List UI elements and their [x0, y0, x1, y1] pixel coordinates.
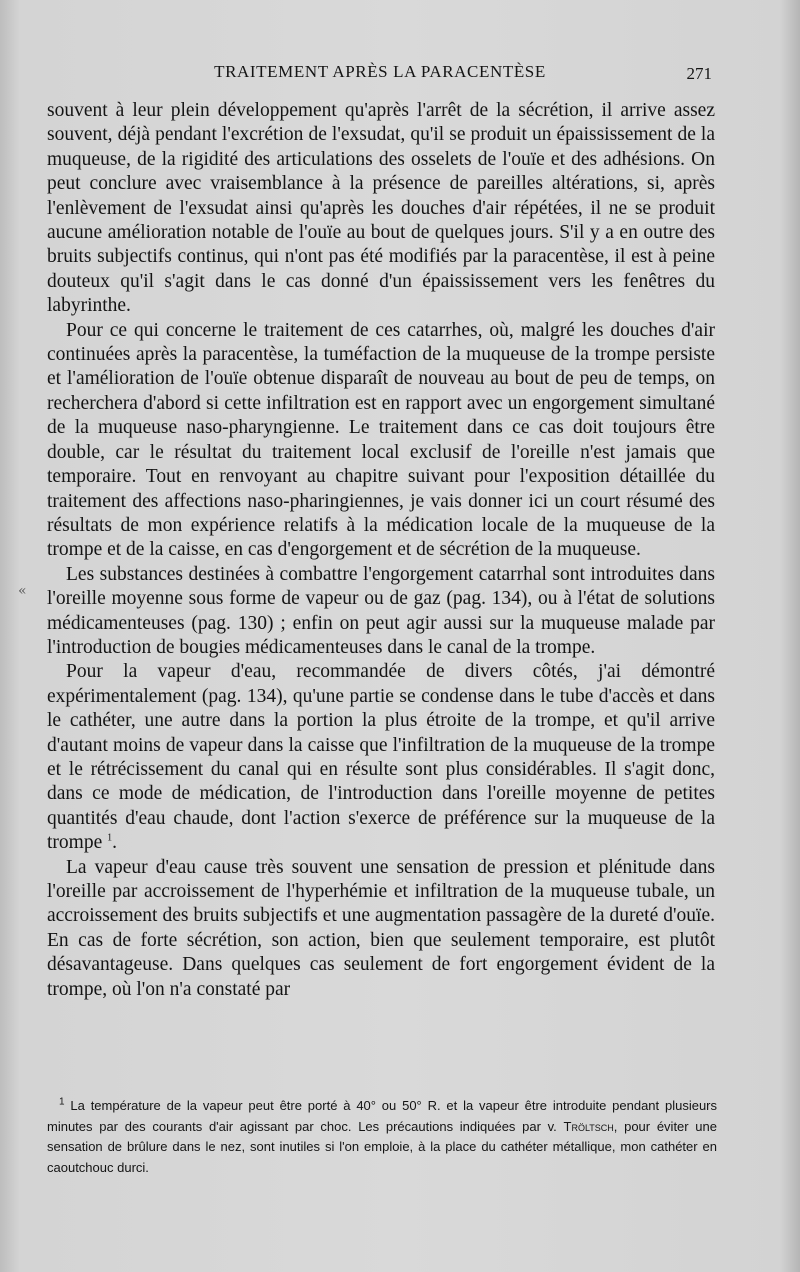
footnote-reference-suffix: . [112, 832, 117, 854]
paragraph-5: La vapeur d'eau cause très souvent une sensation de pression et plénitude dans l'oreille par accroissement de l'hyperhémie et infiltration de la muqueuse tubale, un accroissement des bruits subjectifs et une augmentation passagère de la dureté d'ouïe. En cas de forte sécrétion, son action, bien que seulement temporaire, est plutôt désavantageuse. Dans quelques cas seulement de fort engorgement évident de la trompe, où l'on n'a constaté par [47, 856, 715, 1000]
paragraph-4-text: Pour la vapeur d'eau, recommandée de divers côtés, j'ai démontré expérimentalement (pag. 134), qu'une partie se condense dans le tube d'accès et dans le cathéter, une autre dans la portion la plus étroite de la trompe, et qu'il arrive d'autant moins de vapeur dans la caisse que l'infiltration de la muqueuse de la trompe et le rétrécissement du canal qui en résulte sont plus considérables. Il s'agit donc, dans ce mode de médication, de l'introduction dans l'oreille moyenne de petites quantités d'eau chaude, dont l'action s'exerce de préférence sur la muqueuse de la trompe [47, 661, 715, 854]
footnote-reference: 1 [107, 832, 113, 844]
footnote-author: Tröltsch [563, 1118, 614, 1134]
paragraph-4 [47, 660, 715, 855]
paragraph-3: Les substances destinées à combattre l'engorgement catarrhal sont introduites dans l'oreille moyenne sous forme de vapeur ou de gaz (pag. 134), ou à l'état de solutions médicamenteuses (pag. 130) ; enfin on peut agir aussi sur la muqueuse malade par l'introduction de bougies médicamenteuses dans le canal de la trompe. [47, 563, 715, 658]
running-title: TRAITEMENT APRÈS LA PARACENTÈSE [214, 62, 546, 81]
footnote-mark: 1 [59, 1096, 65, 1108]
footnote-text-before: La température de la vapeur peut être porté à 40° ou 50° R. et la vapeur être introduite pendant plusieurs minutes par des courants d'air agissant par choc. Les précautions indiquées par v. [47, 1098, 717, 1134]
page-header [0, 62, 800, 88]
footnote-text-after: , pour éviter une sensation de brûlure dans le nez, sont inutiles si l'on emploie, à la place du cathéter métallique, mon cathéter en caoutchouc durci. [47, 1118, 718, 1175]
footnotes [47, 1096, 717, 1178]
paragraph-1: souvent à leur plein développement qu'après l'arrêt de la sécrétion, il arrive assez souvent, déjà pendant l'excrétion de l'exsudat, qu'il se produit un épaississement de la muqueuse, de la rigidité des articulations des osselets de l'ouïe et des adhésions. On peut conclure avec vraisemblance à la présence de pareilles altérations, si, après l'enlèvement de l'exsudat ainsi qu'après les douches d'air répétées, il ne se produit aucune amélioration notable de l'ouïe au bout de quelques jours. S'il y a en outre des bruits subjectifs continus, qui n'ont pas été modifiés par la paracentèse, il est à peine douteux qu'il s'agit dans le cas donné d'un épaississement vers les fenêtres du labyrinthe. [47, 100, 715, 317]
footnote-1 [47, 1096, 717, 1178]
page-number: 271 [686, 64, 712, 83]
paragraph-2: Pour ce qui concerne le traitement de ces catarrhes, où, malgré les douches d'air continuées après la paracentèse, la tuméfaction de la muqueuse de la trompe persiste et l'amélioration de l'ouïe obtenue disparaît de nouveau au bout de peu de temps, on recherchera d'abord si cette infiltration est en rapport avec un engorgement simultané de la muqueuse naso-pharyngienne. Le traitement dans ce cas doit toujours être double, car le résultat du traitement local exclusif de l'oreille n'est jamais que temporaire. Tout en renvoyant au chapitre suivant pour l'exposition détaillée du traitement des affections naso-pharingiennes, je vais donner ici un court résumé des résultats de mon expérience relatifs à la médication locale de la muqueuse de la trompe et de la caisse, en cas d'engorgement et de sécrétion de la muqueuse. [47, 319, 715, 561]
margin-mark: « [18, 583, 27, 599]
body-text [47, 99, 715, 1002]
